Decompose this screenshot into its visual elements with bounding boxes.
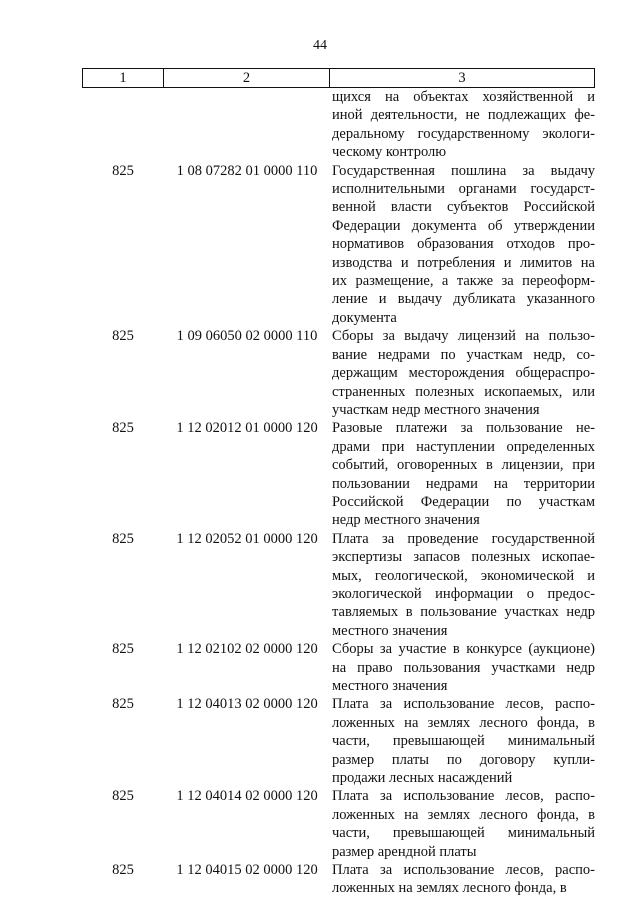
admin-code-cell: 825 bbox=[112, 530, 134, 547]
description-line: части, превышающей минимальный bbox=[332, 733, 595, 750]
description-line: иной деятельности, не подлежащих фе- bbox=[332, 107, 595, 124]
description-line: размер арендной платы bbox=[332, 843, 477, 860]
description-cell bbox=[330, 162, 595, 328]
column-header-2: 2 bbox=[164, 69, 330, 88]
table-row bbox=[82, 787, 595, 861]
description-line: местного значения bbox=[332, 622, 448, 639]
description-line: ложенных на землях лесного фонда, в bbox=[332, 714, 595, 731]
admin-code-cell: 825 bbox=[112, 788, 134, 805]
description-line: недр местного значения bbox=[332, 512, 480, 529]
description-cell bbox=[330, 419, 595, 529]
description-line: драми при наступлении определенных bbox=[332, 438, 595, 455]
column-header-1: 1 bbox=[83, 69, 164, 88]
table-row bbox=[82, 530, 595, 640]
description-line: участкам недр местного значения bbox=[332, 401, 540, 418]
description-line: Российской Федерации по участкам bbox=[332, 493, 595, 510]
description-line: вание недрами по участкам недр, со- bbox=[332, 346, 595, 363]
description-cell bbox=[330, 787, 595, 861]
budget-code-cell: 1 08 07282 01 0000 110 bbox=[176, 162, 318, 179]
page-number: 44 bbox=[313, 38, 327, 53]
description-line: исполнительными органами государст- bbox=[332, 181, 595, 198]
description-line: изводства и потребления и лимитов на bbox=[332, 254, 595, 271]
budget-code-cell: 1 12 04014 02 0000 120 bbox=[176, 788, 318, 805]
description-line: размер платы по договору купли- bbox=[332, 751, 595, 768]
column-header-3: 3 bbox=[330, 69, 595, 88]
description-line: ление и выдачу дубликата указанного bbox=[332, 291, 595, 308]
description-line: экологической информации о предос- bbox=[332, 585, 595, 602]
description-line: Плата за использование лесов, распо- bbox=[332, 788, 595, 805]
admin-code-cell: 825 bbox=[112, 162, 134, 179]
column-header-row bbox=[83, 69, 595, 88]
description-line: венной власти субъектов Российской bbox=[332, 199, 595, 216]
description-line: деральному государственному экологи- bbox=[332, 125, 595, 142]
description-line: мых, геологической, экономической и bbox=[332, 567, 595, 584]
table-row bbox=[82, 162, 595, 328]
table-row bbox=[82, 419, 595, 529]
description-line: продажи лесных насаждений bbox=[332, 770, 513, 787]
description-cell bbox=[330, 861, 595, 898]
budget-code-cell: 1 12 02052 01 0000 120 bbox=[176, 530, 318, 547]
admin-code-cell: 825 bbox=[112, 862, 134, 879]
description-line: Разовые платежи за пользование не- bbox=[332, 420, 595, 437]
description-cell bbox=[330, 640, 595, 695]
description-line: пользовании недрами на территории bbox=[332, 475, 595, 492]
description-line: держащим месторождения общераспро- bbox=[332, 365, 595, 382]
description-line: Сборы за участие в конкурсе (аукционе) bbox=[332, 641, 595, 658]
description-line: страненных полезных ископаемых, или bbox=[332, 383, 595, 400]
table-row bbox=[82, 861, 595, 898]
admin-code-cell: 825 bbox=[112, 420, 134, 437]
admin-code-cell: 825 bbox=[112, 328, 134, 345]
description-line: местного значения bbox=[332, 678, 448, 694]
table-row bbox=[82, 327, 595, 419]
description-line: тавляемых в пользование участках недр bbox=[332, 604, 595, 621]
description-line: экспертизы запасов полезных ископае- bbox=[332, 549, 595, 566]
description-line: ложенных на землях лесного фонда, в bbox=[332, 806, 595, 823]
description-line: Плата за проведение государственной bbox=[332, 530, 595, 547]
description-line: части, превышающей минимальный bbox=[332, 825, 595, 842]
description-line: Государственная пошлина за выдачу bbox=[332, 162, 595, 179]
column-header-table bbox=[82, 68, 595, 88]
description-line: ческому контролю bbox=[332, 144, 447, 161]
table-row bbox=[82, 640, 595, 695]
description-line: щихся на объектах хозяйственной и bbox=[332, 89, 595, 105]
budget-code-cell: 1 12 02102 02 0000 120 bbox=[176, 641, 318, 658]
admin-code-cell: 825 bbox=[112, 641, 134, 658]
budget-code-cell: 1 12 04013 02 0000 120 bbox=[176, 696, 318, 713]
admin-code-cell: 825 bbox=[112, 696, 134, 713]
description-cell bbox=[330, 530, 595, 640]
description-cell bbox=[330, 695, 595, 787]
description-cell bbox=[330, 88, 595, 162]
description-line: нормативов образования отходов про- bbox=[332, 236, 595, 253]
description-line: Плата за использование лесов, распо- bbox=[332, 862, 595, 879]
description-line: ложенных на землях лесного фонда, в bbox=[332, 880, 567, 897]
budget-code-cell: 1 09 06050 02 0000 110 bbox=[176, 328, 318, 345]
description-line: Федерации документа об утверждении bbox=[332, 217, 595, 234]
description-line: документа bbox=[332, 309, 397, 326]
budget-code-cell: 1 12 04015 02 0000 120 bbox=[176, 862, 318, 879]
table-row bbox=[82, 88, 595, 162]
description-line: событий, оговоренных в лицензии, при bbox=[332, 457, 595, 474]
table-row bbox=[82, 695, 595, 787]
description-line: их размещение, а также за переоформ- bbox=[332, 273, 595, 290]
budget-code-cell: 1 12 02012 01 0000 120 bbox=[176, 420, 318, 437]
table-body bbox=[82, 88, 595, 898]
description-line: Плата за использование лесов, распо- bbox=[332, 696, 595, 713]
description-line: на право пользования участками недр bbox=[332, 659, 595, 676]
description-line: Сборы за выдачу лицензий на пользо- bbox=[332, 328, 595, 345]
description-cell bbox=[330, 327, 595, 419]
